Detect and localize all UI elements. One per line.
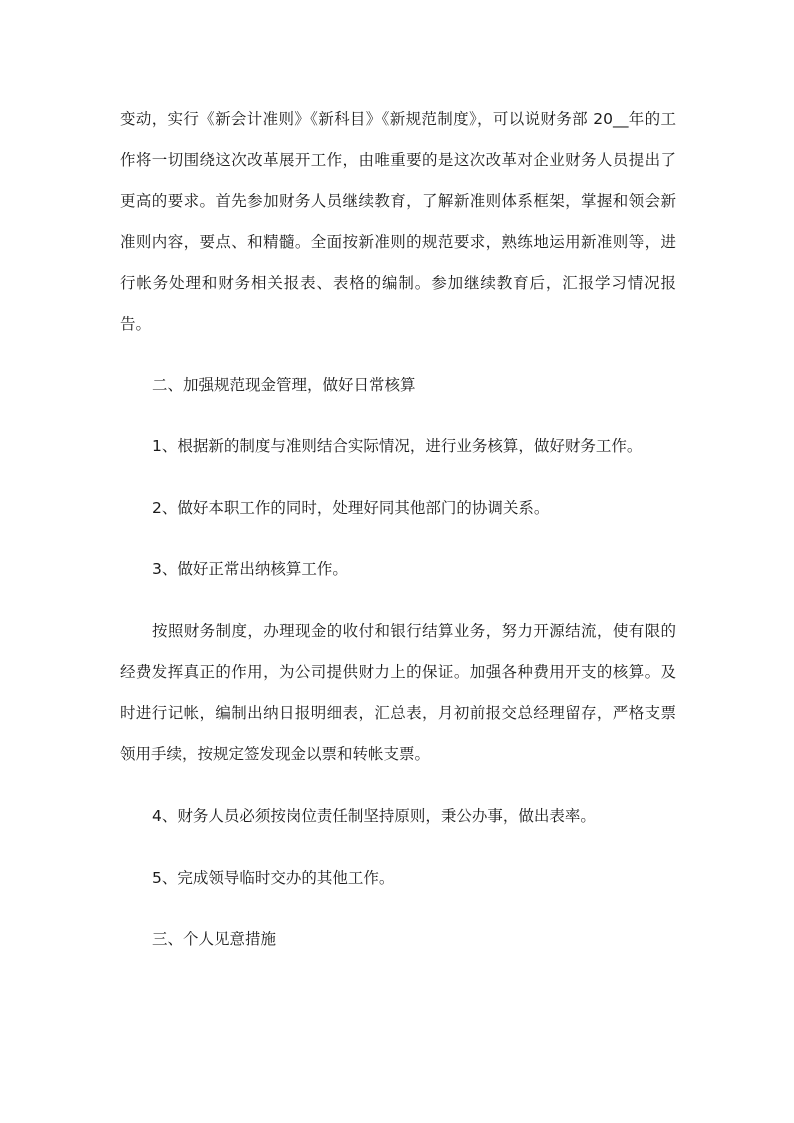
- list-item-3: 3、做好正常出纳核算工作。: [152, 560, 348, 578]
- section-heading-cash-management: 二、加强规范现金管理，做好日常核算: [152, 376, 416, 394]
- list-item-2: 2、做好本职工作的同时，处理好同其他部门的协调关系。: [152, 499, 550, 517]
- paragraph-cashier-duties: 按照财务制度，办理现金的收付和银行结算业务，努力开源结流，使有限的经费发挥真正的作用，为公司提供财力上的保证。加强各种费用开支的核算。及时进行记帐，编制出纳日报明细表，汇总表，月初前报交总经理留存，严格支票领用手续，按规定签发现金以票和转帐支票。: [120, 622, 676, 763]
- list-item-1: 1、根据新的制度与准则结合实际情况，进行业务核算，做好财务工作。: [152, 437, 643, 455]
- list-item-4: 4、财务人员必须按岗位责任制坚持原则，秉公办事，做出表率。: [152, 807, 596, 825]
- list-item-5: 5、完成领导临时交办的其他工作。: [152, 869, 395, 887]
- paragraph-reform-intro: 变动，实行《新会计准则》《新科目》《新规范制度》，可以说财务部 20__年的工作将一切围绕这次改革展开工作，由唯重要的是这次改革对企业财务人员提出了更高的要求。首先参加财务人员继续教育，了解新准则体系框架，掌握和领会新准则内容，要点、和精髓。全面按新准则的规范要求，熟练地运用新准则等，进行帐务处理和财务相关报表、表格的编制。参加继续教育后，汇报学习情况报告。: [120, 110, 676, 333]
- section-heading-personal-suggestions: 三、个人见意措施: [152, 930, 277, 948]
